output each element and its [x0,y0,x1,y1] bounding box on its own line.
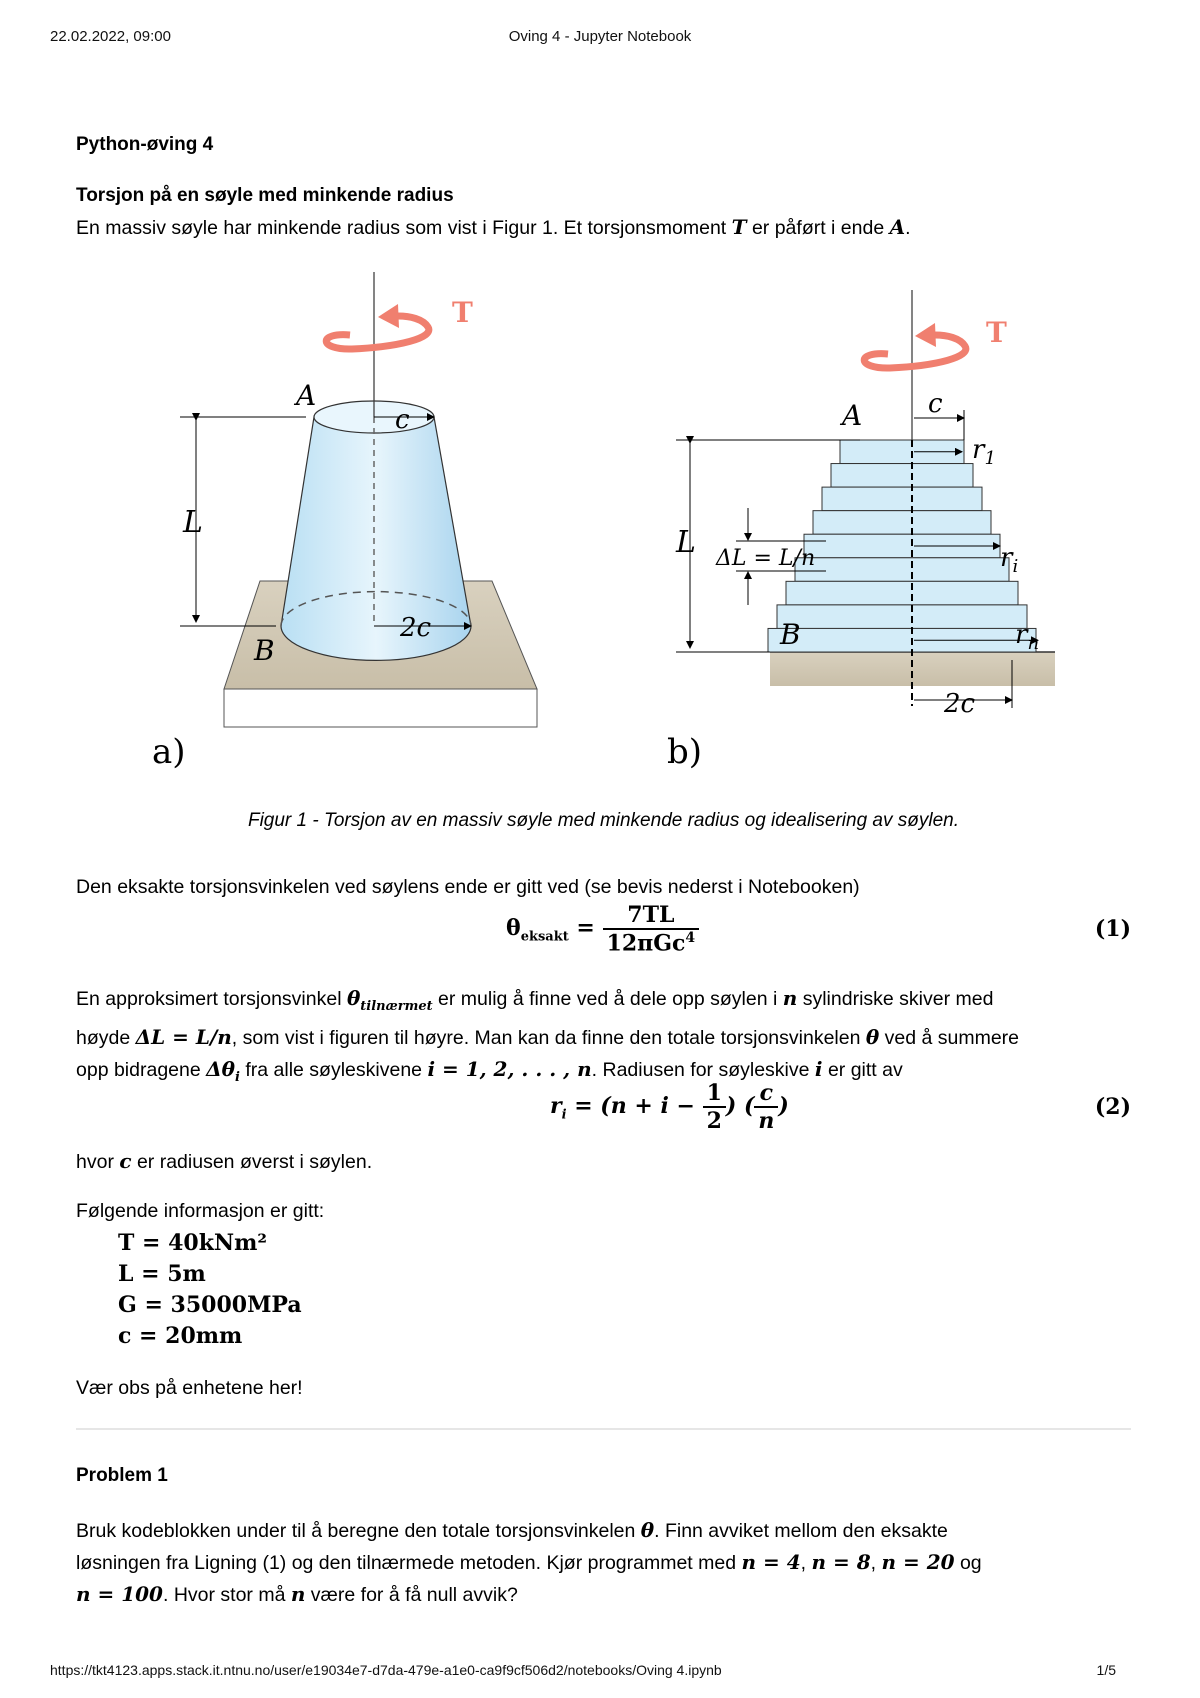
figure-label-b: b) [667,732,703,772]
label-c-b: c [928,389,943,419]
disc [777,605,1027,629]
torque-arrowhead-a [378,304,399,328]
label-A-a: A [296,379,317,412]
disc [795,558,1009,582]
label-rn-b: $r_n$ [1015,620,1040,654]
torque-arrow-a [326,316,429,349]
print-date: 22.02.2022, 09:00 [50,28,171,45]
disc [831,464,973,488]
torque-arrowhead-b [915,323,936,347]
given-c: c = 20mm [118,1323,243,1349]
label-L-b: L [676,525,696,560]
label-A-b: A [842,399,863,432]
equation-1: $\theta_{eksakt}$ = $\frac{7TL}{12\pi Gc^4}$ (1) [506,902,1131,957]
figure-a [152,272,537,772]
given-values [118,1228,302,1352]
notebook-title: Python-øving 4 [76,134,214,155]
figure-b [667,290,1055,772]
where-text: hvor c er radiusen øverst i søylen. [76,1149,373,1173]
label-ri-b: $r_i$ [1000,543,1019,577]
equation-2: $r_i = (n + i$ − $\frac{1}{2}$ ) ( $\frac{c}{n}$ ) (2) [550,1080,1131,1134]
problem-paragraph: Bruk kodeblokken under til å beregne den totale torsjonsvinkelen θ. Finn avviket mellom den eksakte løsningen fra Ligning (1) og den tilnærmede metoden. Kjør programmet med n = 4, n = 8, n = 20 og n = 100. Hvor stor må n være for å få null avvik? [76,1518,982,1606]
given-L: L = 5m [118,1261,206,1287]
label-dL-b: ΔL = L/n [716,546,816,571]
label-B-a: B [254,634,275,667]
label-c-a: c [395,405,410,435]
disc [786,581,1018,605]
equation-2-number: (2) [1094,1094,1131,1120]
print-title: Oving 4 - Jupyter Notebook [508,28,692,45]
label-r1-b: $r_1$ [972,435,996,469]
label-2c-a: 2c [400,613,432,643]
section-title: Torsjon på en søyle med minkende radius [76,185,454,206]
exact-text: Den eksakte torsjonsvinkelen ved søylens ende er gitt ved (se bevis nederst i Notebooken) [76,876,860,898]
label-2c-b: 2c [944,689,976,719]
approx-paragraph: En approksimert torsjonsvinkel $\theta_{tilnærmet}$ er mulig å finne ved å dele opp søylen i n sylindriske skiver med høyde ΔL = L/n, som vist i figuren til høyre. Man kan da finne den totale torsjonsvinkelen θ ved å summere opp bidragene $\Delta\theta_i$ fra alle søyleskivene i = 1, 2, . . . , n. Radiusen for søyleskive i er gitt av [76,986,1020,1085]
given-T: T = 40kNm² [118,1230,268,1256]
figure-1 [0,260,1200,790]
page-number: 1/5 [1096,1662,1116,1678]
given-G: G = 35000MPa [118,1292,302,1318]
equation-1-number: (1) [1094,916,1131,942]
label-L-a: L [183,505,203,540]
cone-a [281,417,471,660]
figure-label-a: a) [152,732,186,772]
torque-label-b: T [986,316,1007,349]
figure-caption: Figur 1 - Torsjon av en massiv søyle med minkende radius og idealisering av søylen. [247,810,960,831]
intro-paragraph: En massiv søyle har minkende radius som vist i Figur 1. Et torsjonsmoment T er påført i ende A. [76,215,911,239]
torque-arrow-b [864,335,966,368]
torque-label-a: T [452,296,473,329]
given-intro: Følgende informasjon er gitt: [76,1200,325,1222]
label-B-b: B [780,618,801,651]
print-url: https://tkt4123.apps.stack.it.ntnu.no/user/e19034e7-d7da-479e-a1e0-ca9f9cf506d2/notebooks/Oving 4.ipynb [50,1662,722,1678]
disc [822,487,982,511]
disc [813,511,991,535]
base-plate-front-a [224,689,537,727]
units-note: Vær obs på enhetene her! [76,1377,303,1399]
cell-divider [76,1428,1131,1430]
problem-title: Problem 1 [76,1465,168,1486]
